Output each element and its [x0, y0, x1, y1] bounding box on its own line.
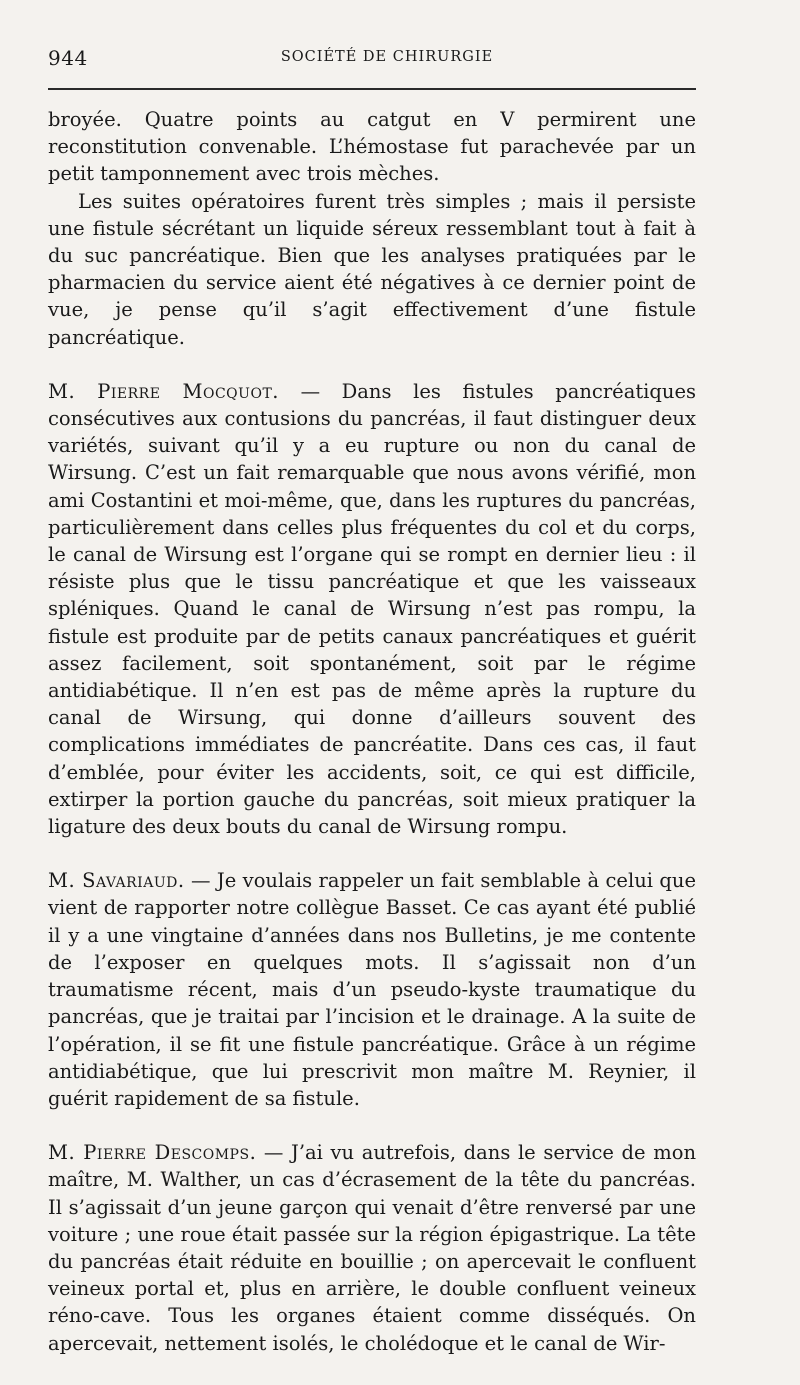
paragraph-text: — J’ai vu autrefois, dans le service de mon maître, M. Walther, un cas d’écrasement de la tête du pancréas. Il s’agissait d’un jeune garçon qui venait d’être renversé par une voiture ; une roue était passée sur la région épigastrique. La tête du pancréas était réduite en bouillie ; on apercevait le confluent veineux portal et, plus en arrière, le double confluent veineux réno-cave. Tous les organes étaient comme disséqués. On apercevait, nettement isolés, le cholédoque et le canal de Wir- — [48, 1141, 696, 1355]
paragraph-text: — Je voulais rappeler un fait semblable à celui que vient de rapporter notre collègue Basset. Ce cas ayant été publié il y a une vingtaine d’années dans nos Bulletins, je me contente de l’exposer en quelques mots. Il s’agissait non d’un traumatisme récent, mais d’un pseudo-kyste traumatique du pancréas, que je traitai par l’incision et le drainage. A la suite de l’opération, il se fit une fistule pancréatique. Grâce à un régime antidiabétique, que lui prescrivit mon maître M. Reynier, il guérit rapidement de sa fistule. — [48, 869, 696, 1110]
running-title: SOCIÉTÉ DE CHIRURGIE — [280, 49, 494, 65]
speaker-name: M. Pierre Mocquot. — [48, 379, 279, 403]
speaker-name: M. Pierre Descomps. — [48, 1141, 257, 1165]
paragraph — [48, 106, 696, 188]
paragraph-text: Les suites opératoires furent très simples ; mais il persiste une fistule sécrétant un liquide séreux ressemblant tout à fait à du suc pancréatique. Bien que les analyses pratiquées par le pharmacien du service aient été négatives à ce dernier point de vue, je pense qu’il s’agit effectivement d’une fistule pancréatique. — [48, 189, 696, 349]
paragraph — [48, 1139, 696, 1357]
page-number: 944 — [48, 46, 88, 70]
speaker-name: M. Savariaud. — [48, 869, 185, 893]
page-header — [48, 46, 696, 72]
body-text — [48, 106, 696, 1357]
paragraph — [48, 378, 696, 840]
header-rule — [48, 88, 696, 90]
paragraph — [48, 188, 696, 351]
paragraph-text: — Dans les fistules pancréatiques consécutives aux contusions du pancréas, il faut distinguer deux variétés, suivant qu’il y a eu rupture ou non du canal de Wirsung. C’est un fait remarquable que nous avons vérifié, mon ami Costantini et moi-même, que, dans les ruptures du pancréas, particulièrement dans celles plus fréquentes du col et du corps, le canal de Wirsung est l’organe qui se rompt en dernier lieu : il résiste plus que le tissu pancréatique et que les vaisseaux spléniques. Quand le canal de Wirsung n’est pas rompu, la fistule est produite par de petits canaux pancréatiques et guérit assez facilement, soit spontanément, soit par le régime antidiabétique. Il n’en est pas de même après la rupture du canal de Wirsung, qui donne d’ailleurs souvent des complications immédiates de pancréatite. Dans ces cas, il faut d’emblée, pour éviter les accidents, soit, ce qui est difficile, extirper la portion gauche du pancréas, soit mieux pratiquer la ligature des deux bouts du canal de Wirsung rompu. — [48, 379, 697, 839]
paragraph — [48, 867, 696, 1112]
paragraph-text: broyée. Quatre points au catgut en V permirent une reconstitution convenable. L’hémostase fut parachevée par un petit tamponnement avec trois mèches. — [48, 108, 696, 186]
